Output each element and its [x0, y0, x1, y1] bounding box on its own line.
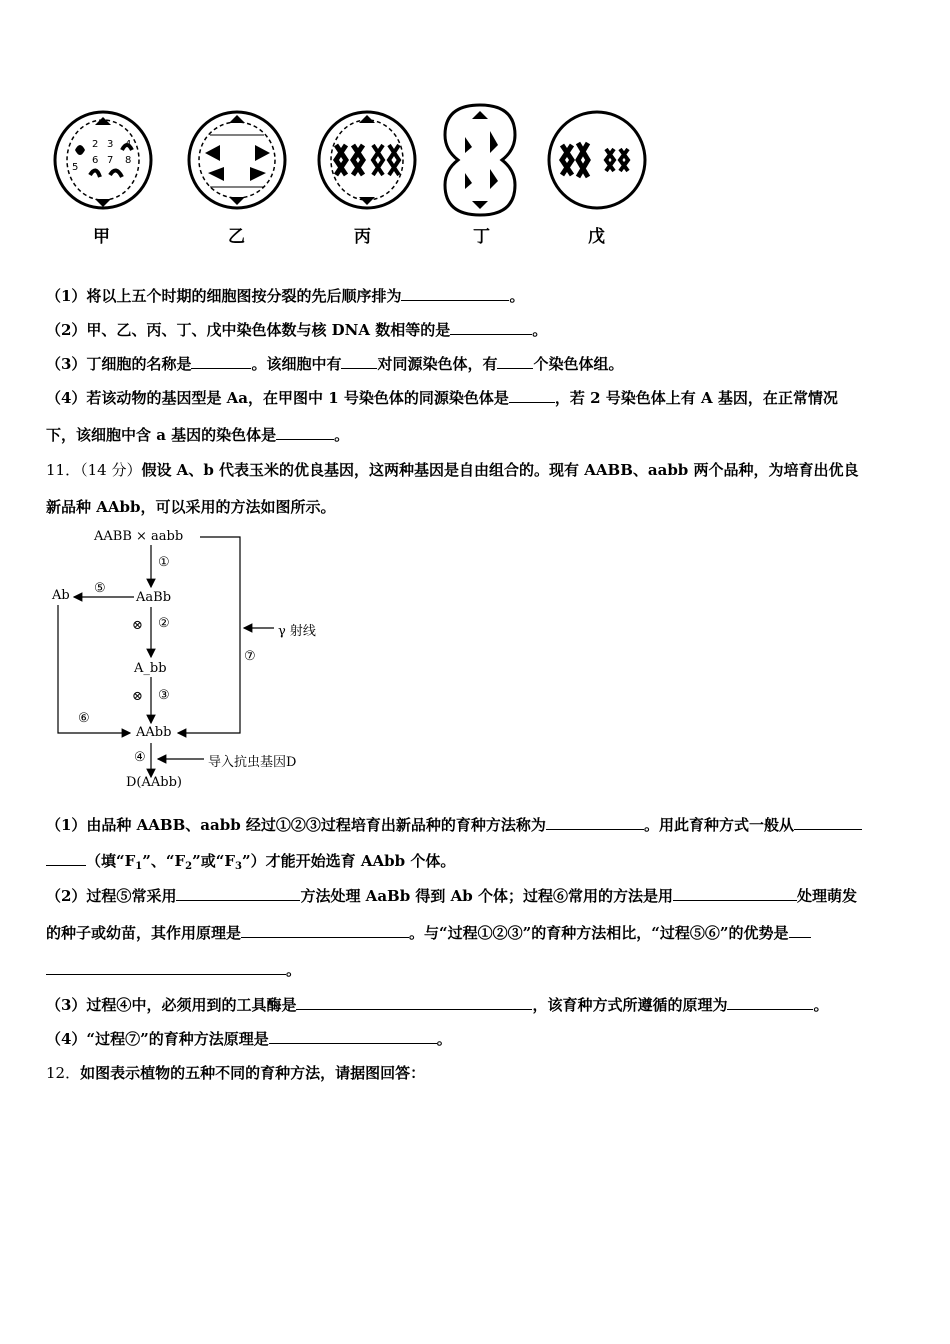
text: ”或“F: [192, 852, 236, 870]
subscript: 3: [235, 861, 242, 872]
step-4-label: ④: [134, 750, 146, 765]
chromosome-number: 4: [125, 139, 132, 150]
caption-wu: 戊: [588, 227, 605, 247]
text: （3）过程④中，必须用到的工具酶是: [46, 996, 297, 1014]
q11-part1-cont: [46, 851, 455, 877]
answer-blank[interactable]: [497, 354, 533, 369]
text: 。: [436, 1030, 452, 1048]
step-6-label: ⑥: [78, 711, 90, 726]
text: ”）才能开始选育 AAbb 个体。: [242, 852, 456, 870]
step-3-label: ③: [158, 688, 170, 703]
cell-wu: [549, 112, 645, 208]
text: 对同源染色体，有: [377, 355, 498, 373]
text: 新品种 AAbb，可以采用的方法如图所示。: [46, 498, 336, 516]
text: 。: [286, 961, 302, 979]
answer-blank[interactable]: [341, 354, 377, 369]
text: （1）由品种 AABB、aabb 经过①②③过程培育出新品种的育种方法称为: [46, 816, 546, 834]
answer-blank[interactable]: [191, 354, 251, 369]
step-7-label: ⑦: [244, 649, 256, 664]
text: 方法处理 AaBb 得到 Ab 个体；过程⑥常用的方法是用: [300, 887, 673, 905]
answer-blank[interactable]: [269, 1029, 437, 1044]
answer-blank[interactable]: [46, 960, 286, 975]
text: （4）若该动物的基因型是 Aa，在甲图中 1 号染色体的同源染色体是: [46, 389, 509, 407]
text: ”、“F: [142, 852, 186, 870]
a-bb-individual: A_bb: [134, 661, 167, 676]
text: （4）“过程⑦”的育种方法原理是: [46, 1030, 269, 1048]
chromosome-number: 2: [92, 139, 99, 150]
text: （2）甲、乙、丙、丁、戊中染色体数与核 DNA 数相等的是: [46, 321, 451, 339]
insert-gene-label: 导入抗虫基因D: [208, 755, 297, 770]
text: 。与“过程①②③”的育种方法相比，“过程⑤⑥”的优势是: [409, 924, 789, 942]
answer-blank[interactable]: [789, 923, 811, 938]
ab-individual: Ab: [52, 588, 70, 603]
answer-blank[interactable]: [727, 995, 813, 1010]
q11-intro-cont: [46, 497, 335, 517]
target-aabb: AAbb: [136, 725, 172, 740]
answer-blank[interactable]: [401, 286, 509, 301]
text: ，该育种方式所遵循的原理为: [532, 996, 728, 1014]
answer-blank[interactable]: [546, 815, 644, 830]
text: 的种子或幼苗，其作用原理是: [46, 924, 242, 942]
text: 个染色体组。: [533, 355, 624, 373]
q12-intro: [46, 1063, 425, 1083]
chromosome-number: 6: [92, 155, 99, 166]
answer-blank[interactable]: [296, 995, 532, 1010]
answer-blank[interactable]: [176, 886, 300, 901]
text: （3）丁细胞的名称是: [46, 355, 192, 373]
gamma-ray-label: γ 射线: [278, 624, 316, 639]
step-1-label: ①: [158, 555, 170, 570]
question-number: 11．（14 分）: [46, 461, 142, 479]
q10-part3: [46, 354, 624, 374]
answer-blank[interactable]: [276, 425, 334, 440]
q11-intro: [46, 460, 859, 480]
text: （1）将以上五个时期的细胞图按分裂的先后顺序排为: [46, 287, 402, 305]
transgenic-d: D(AAbb): [126, 775, 182, 790]
answer-blank[interactable]: [794, 815, 862, 830]
answer-blank[interactable]: [509, 388, 555, 403]
selfing-symbol-2: ⊗: [132, 689, 143, 704]
f1-aabb: AaBb: [136, 590, 172, 605]
q11-part4: [46, 1029, 452, 1049]
chromosome-number: 8: [125, 155, 132, 166]
chromosome-number: 3: [107, 139, 114, 150]
parents-cross: AABB × aabb: [94, 529, 184, 544]
selfing-symbol-1: ⊗: [132, 618, 143, 633]
text: （2）过程⑤常采用: [46, 887, 177, 905]
breeding-diagram-lines: [46, 525, 346, 795]
q11-part1: [46, 815, 862, 835]
question-number: 12．: [46, 1064, 81, 1082]
q10-part2: [46, 320, 547, 340]
q10-part4: [46, 388, 838, 408]
answer-blank[interactable]: [46, 851, 86, 866]
q10-part4-cont: [46, 425, 349, 445]
caption-yi: 乙: [228, 227, 245, 247]
q11-part2: [46, 886, 857, 906]
text: 。: [334, 426, 350, 444]
chromosome-number: 7: [107, 155, 114, 166]
text: 假设 A、b 代表玉米的优良基因，这两种基因是自由组合的。现有 AABB、aabb 两个品种，为培育出优良: [141, 461, 859, 479]
text: 如图表示植物的五种不同的育种方法，请据图回答：: [80, 1064, 426, 1082]
text: 。: [509, 287, 525, 305]
text: 。: [813, 996, 829, 1014]
text: 。该细胞中有: [251, 355, 342, 373]
chromosome-number: 5: [72, 162, 79, 173]
q11-part2-cont: [46, 923, 811, 943]
step-5-label: ⑤: [94, 581, 106, 596]
subscript: 2: [185, 861, 193, 872]
cell-jia: [55, 112, 151, 208]
breeding-diagram: [46, 525, 346, 795]
text: 。用此育种方式一般从: [643, 816, 794, 834]
q11-part3: [46, 995, 828, 1015]
cell-yi: [189, 112, 285, 208]
text: （填“F: [86, 852, 136, 870]
text: 下，该细胞中含 a 基因的染色体是: [46, 426, 277, 444]
answer-blank[interactable]: [241, 923, 409, 938]
caption-ding: 丁: [473, 227, 490, 247]
text: 处理萌发: [797, 887, 858, 905]
caption-bing: 丙: [354, 227, 371, 247]
cell-bing: [319, 112, 415, 208]
text: 。: [532, 321, 548, 339]
q11-part2-cont2: [46, 960, 301, 980]
cell-ding: [445, 105, 515, 215]
step-2-label: ②: [158, 616, 170, 631]
subscript: 1: [135, 861, 143, 872]
q10-part1: [46, 286, 524, 306]
answer-blank[interactable]: [450, 320, 532, 335]
text: ，若 2 号染色体上有 A 基因，在正常情况: [554, 389, 838, 407]
caption-jia: 甲: [93, 227, 110, 247]
answer-blank[interactable]: [673, 886, 797, 901]
